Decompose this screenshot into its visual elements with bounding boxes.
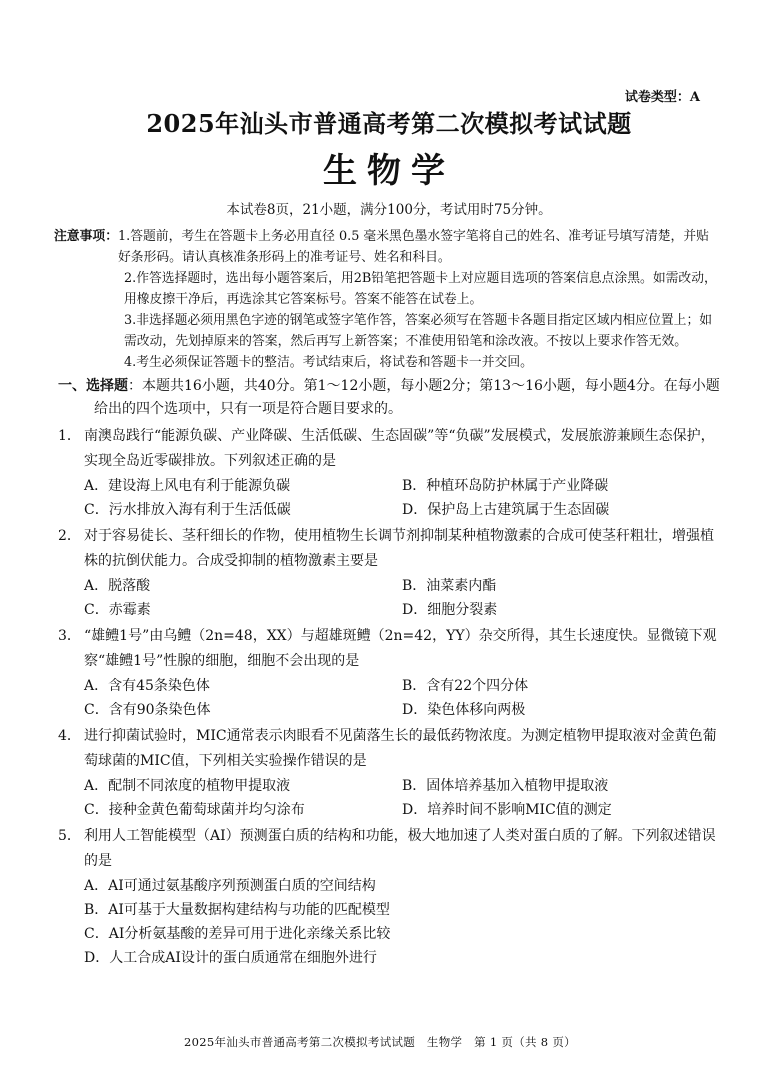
question-text: 对于容易徒长、茎秆细长的作物，使用植物生长调节剂抑制某种植物激素的合成可使茎秆粗壮，增强植株的抗倒伏能力。合成受抑制的植物激素主要是: [84, 528, 714, 569]
notice-item: 1.答题前，考生在答题卡上务必用直径 0.5 毫米黑色墨水签字笔将自己的姓名、准考证号填写清楚，并贴好条形码。请认真核准条形码上的准考证号、姓名和科目。: [117, 229, 709, 265]
notice-item: 3.非选择题必须用黑色字迹的钢笔或签字笔作答，答案必须写在答题卡各题目指定区域内相应位置上；如需改动，先划掉原来的答案，然后再写上新答案；不准使用铅笔和涂改液。不按以上要求作答无效。: [124, 313, 713, 349]
answer-option: B．油菜素内酯: [402, 578, 497, 594]
page-footer: 2025年汕头市普通高考第二次模拟考试试题 生物学 第 1 页（共 8 页）: [184, 1035, 576, 1049]
notice-label: 注意事项：: [54, 229, 118, 244]
question-text: 南澳岛践行“能源负碳、产业降碳、生活低碳、生态固碳”等“负碳”发展模式，发展旅游兼顾生态保护，实现全岛近零碳排放。下列叙述正确的是: [84, 428, 715, 469]
answer-option: B．AI可基于大量数据构建结构与功能的匹配模型: [84, 902, 390, 918]
exam-info: 本试卷8页，21小题，满分100分，考试用时75分钟。: [226, 202, 552, 218]
answer-option: A．建设海上风电有利于能源负碳: [84, 478, 291, 494]
answer-option: B．种植环岛防护林属于产业降碳: [402, 478, 609, 494]
answer-option: A．脱落酸: [84, 578, 151, 594]
section-header: [58, 375, 720, 421]
question-text: “雄鳢1号”由乌鳢（2n=48，XX）与超雄斑鳢（2n=42，YY）杂交所得，其生长速度快。显微镜下观察“雄鳢1号”性腺的细胞，细胞不会出现的是: [84, 628, 717, 669]
option-list: [58, 474, 720, 522]
question-stem: [58, 424, 720, 474]
answer-option: C．AI分析氨基酸的差异可用于进化亲缘关系比较: [84, 926, 391, 942]
question-2: [58, 524, 720, 622]
paper-type: 试卷类型：A: [624, 90, 700, 105]
answer-option: D．保护岛上古建筑属于生态固碳: [402, 502, 610, 518]
question-number: 3．: [58, 628, 81, 644]
section-description: ：本题共16小题，共40分。第1～12小题，每小题2分；第13～16小题，每小题4分。在每小题给出的四个选项中，只有一项是符合题目要求的。: [94, 378, 720, 417]
question-text: 进行抑菌试验时，MIC通常表示肉眼看不见菌落生长的最低药物浓度。为测定植物甲提取液对金黄色葡萄球菌的MIC值，下列相关实验操作错误的是: [84, 728, 717, 769]
subject-title: 生物学: [323, 151, 455, 191]
question-stem: [58, 724, 720, 774]
option-list: [58, 574, 720, 622]
answer-option: C．赤霉素: [84, 602, 151, 618]
answer-option: A．含有45条染色体: [84, 678, 210, 694]
question-stem: [58, 624, 720, 674]
question-number: 5．: [58, 828, 81, 844]
question-4: [58, 724, 720, 822]
section-label: 一、选择题: [58, 378, 128, 394]
answer-option: D．细胞分裂素: [402, 602, 498, 618]
option-list: [58, 674, 720, 722]
question-5: [58, 824, 720, 970]
answer-option: C．含有90条染色体: [84, 702, 211, 718]
question-1: [58, 424, 720, 522]
question-number: 4．: [58, 728, 81, 744]
question-stem: [58, 524, 720, 574]
answer-option: D．染色体移向两极: [402, 702, 526, 718]
question-number: 2．: [58, 528, 81, 544]
notice-item: 2.作答选择题时，选出每小题答案后，用2B铅笔把答题卡上对应题目选项的答案信息点涂黑。如需改动，用橡皮擦干净后，再选涂其它答案标号。答案不能答在试卷上。: [124, 271, 717, 307]
notice-header: [54, 226, 720, 268]
option-list: [58, 774, 720, 822]
answer-option: C．接种金黄色葡萄球菌并均匀涂布: [84, 802, 305, 818]
notice-item: 4.考生必须保证答题卡的整洁。考试结束后，将试卷和答题卡一并交回。: [124, 355, 533, 370]
answer-option: A．AI可通过氨基酸序列预测蛋白质的空间结构: [84, 878, 376, 894]
question-number: 1．: [58, 428, 81, 444]
answer-option: B．固体培养基加入植物甲提取液: [402, 778, 609, 794]
answer-option: D．培养时间不影响MIC值的测定: [402, 802, 612, 818]
answer-option: D．人工合成AI设计的蛋白质通常在细胞外进行: [84, 950, 377, 966]
question-list: [58, 424, 720, 970]
exam-title: 2025年汕头市普通高考第二次模拟考试试题: [146, 109, 632, 138]
question-3: [58, 624, 720, 722]
answer-option: A．配制不同浓度的植物甲提取液: [84, 778, 291, 794]
question-text: 利用人工智能模型（AI）预测蛋白质的结构和功能，极大地加速了人类对蛋白质的了解。下列叙述错误的是: [84, 828, 716, 869]
option-list: [58, 874, 720, 970]
answer-option: C．污水排放入海有利于生活低碳: [84, 502, 291, 518]
notice: [54, 226, 720, 373]
answer-option: B．含有22个四分体: [402, 678, 529, 694]
question-stem: [58, 824, 720, 874]
